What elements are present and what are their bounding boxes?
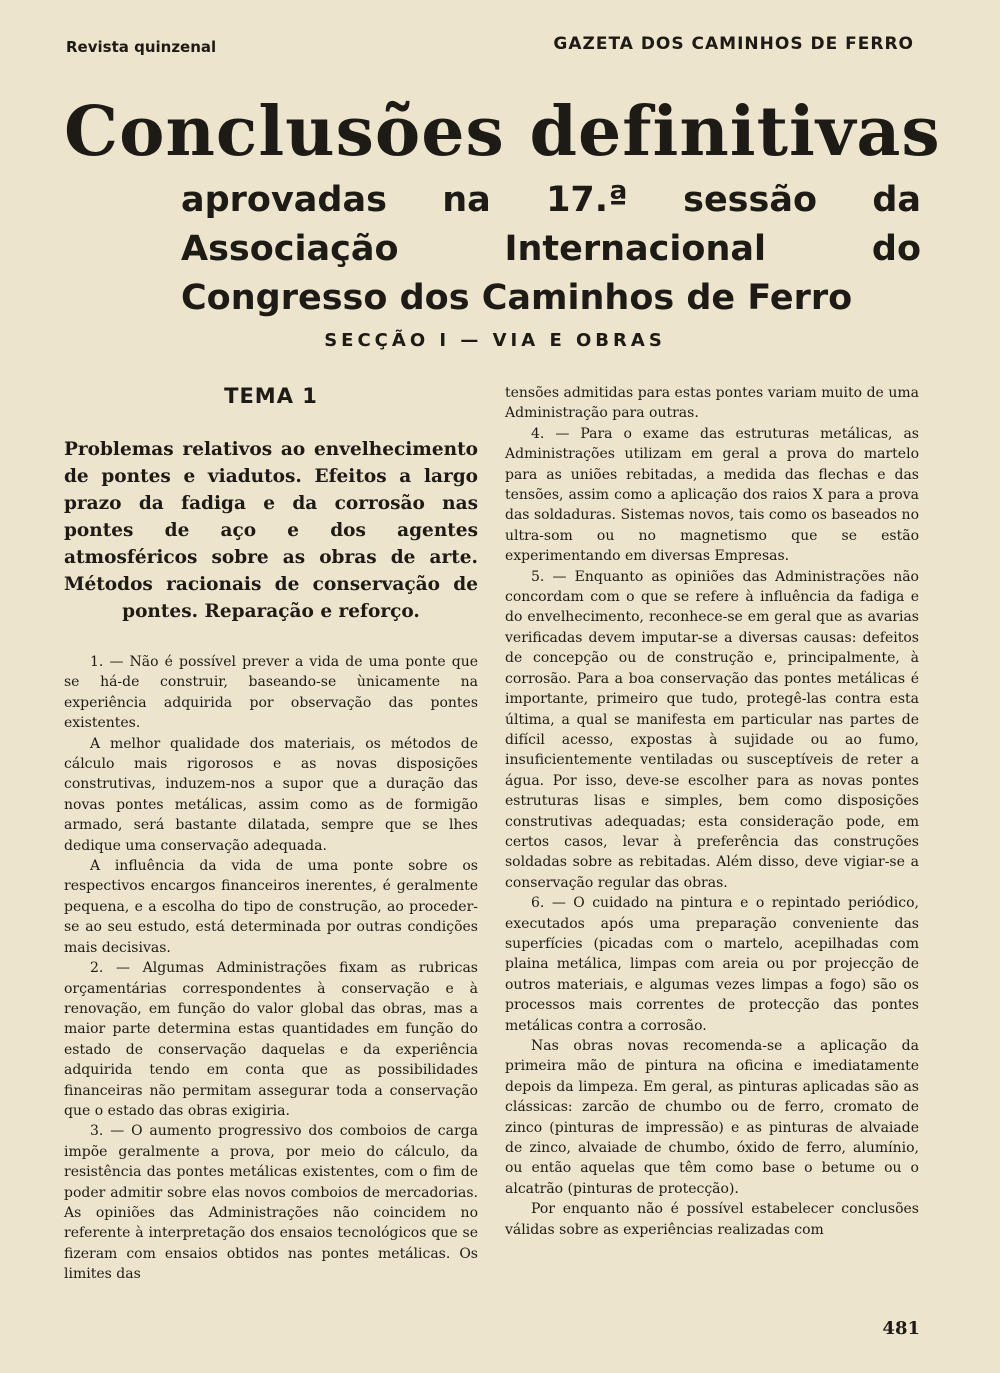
paragraph: 3. — O aumento progressivo dos comboios de carga impõe geralmente a prova, por meio do cálculo, da resistência das pontes metálicas existentes, com o fim de poder admitir sobre elas novos comboios de mercadorias. As opiniões das Administrações não coincidem no referente à interpretação dos ensaios tecnológicos que se fizeram com ensaios obtidos nas pontes metálicas. Os limites das	[64, 1123, 478, 1283]
theme-problem-statement: Problemas relativos ao envelhecimento de pontes e viadutos. Efeitos a largo prazo da fadiga e da corrosão nas pontes de aço e dos agentes atmosféricos sobre as obras de arte. Métodos racionais de conservação de pontes. Reparação e reforço.	[64, 439, 478, 622]
right-column	[505, 383, 919, 1240]
paragraph: 5. — Enquanto as opiniões das Administrações não concordam com o que se refere à influência da fadiga e do envelhecimento, reconhece-se em geral que as avarias verificadas devem imputar-se a diversas causas: defeitos de concepção ou de construção e, principalmente, à corrosão. Para a boa conservação das pontes metálicas é importante, primeiro que tudo, protegê-las contra esta última, a qual se manifesta em particular nas partes de difícil acesso, expostas à sujidade ou ao fumo, insuficientemente ventiladas ou susceptíveis de reter a água. Por isso, deve-se escolher para as novas pontes estruturas lisas e simples, bem como disposições construtivas adequadas; esta consideração pode, em certos casos, levar à preferência das construções soldadas sobre as rebitadas. Além disso, deve vigiar-se a conservação regular das obras.	[505, 568, 919, 891]
paragraph: Por enquanto não é possível estabelecer conclusões válidas sobre as experiências realizadas com	[505, 1201, 919, 1238]
article-subtitle: aprovadas na 17.ª sessão da Associação Internacional do Congresso dos Caminhos de Ferro	[181, 180, 921, 318]
section-heading: SECÇÃO I — VIA E OBRAS	[324, 330, 666, 351]
paragraph: 2. — Algumas Administrações fixam as rubricas orçamentárias correspondentes à conservação e à renovação, em função do valor global das obras, mas a maior parte determina estas quantidades em função do estado de conservação daquelas e da experiência adquirida tendo em conta que as possibilidades financeiras não permitam assegurar toda a conservação que o estado das obras exigiria.	[64, 960, 478, 1119]
theme-heading: TEMA 1	[224, 384, 318, 408]
paragraph: 1. — Não é possível prever a vida de uma ponte que se há-de construir, baseando-se ùnicamente na experiência adquirida por observação das pontes existentes.	[64, 654, 478, 732]
paragraph-continuation: tensões admitidas para estas pontes variam muito de uma Administração para outras.	[505, 385, 919, 422]
paragraph: Nas obras novas recomenda-se a aplicação da primeira mão de pintura na oficina e imediatamente depois da limpeza. Em geral, as pinturas aplicadas são as clássicas: zarcão de chumbo ou de ferro, cromato de zinco (pinturas de impressão) e as pinturas de alvaiade de zinco, alvaiade de chumbo, óxido de ferro, alumínio, ou então aquelas que têm como base o betume ou o alcatrão (pinturas de protecção).	[505, 1038, 919, 1197]
page-number: 481	[882, 1318, 920, 1339]
paragraph: 4. — Para o exame das estruturas metálicas, as Administrações utilizam em geral a prova do martelo para as uniões rebitadas, a medida das flechas e das tensões, assim como a aplicação dos raios X para a prova das soldaduras. Sistemas novos, tais como os baseados no ultra-som ou no magnetismo que se estão experimentando em diversas Empresas.	[505, 425, 919, 565]
paragraph: A melhor qualidade dos materiais, os métodos de cálculo mais rigorosos e as novas disposições construtivas, induzem-nos a supor que a duração das novas pontes metálicas, assim como as de formigão armado, será bastante dilatada, sempre que se lhes dedique uma conservação adequada.	[64, 735, 478, 854]
running-header-right: GAZETA DOS CAMINHOS DE FERRO	[553, 34, 914, 54]
left-column	[64, 652, 478, 1285]
article-title: Conclusões definitivas	[64, 92, 941, 172]
running-header-left: Revista quinzenal	[66, 38, 217, 56]
paragraph: 6. — O cuidado na pintura e o repintado periódico, executados após uma preparação conveniente das superfícies (picadas com o martelo, acepilhadas com plaina metálica, limpas com areia ou por projecção de outros materiais, e algumas vezes limpas a fogo) são os processos mais correntes de protecção das pontes metálicas contra a corrosão.	[505, 895, 919, 1034]
paragraph: A influência da vida de uma ponte sobre os respectivos encargos financeiros inerentes, é geralmente pequena, e a escolha do tipo de construção, ao proceder-se ao seu estudo, está determinada por outras condições mais decisivas.	[64, 858, 478, 956]
